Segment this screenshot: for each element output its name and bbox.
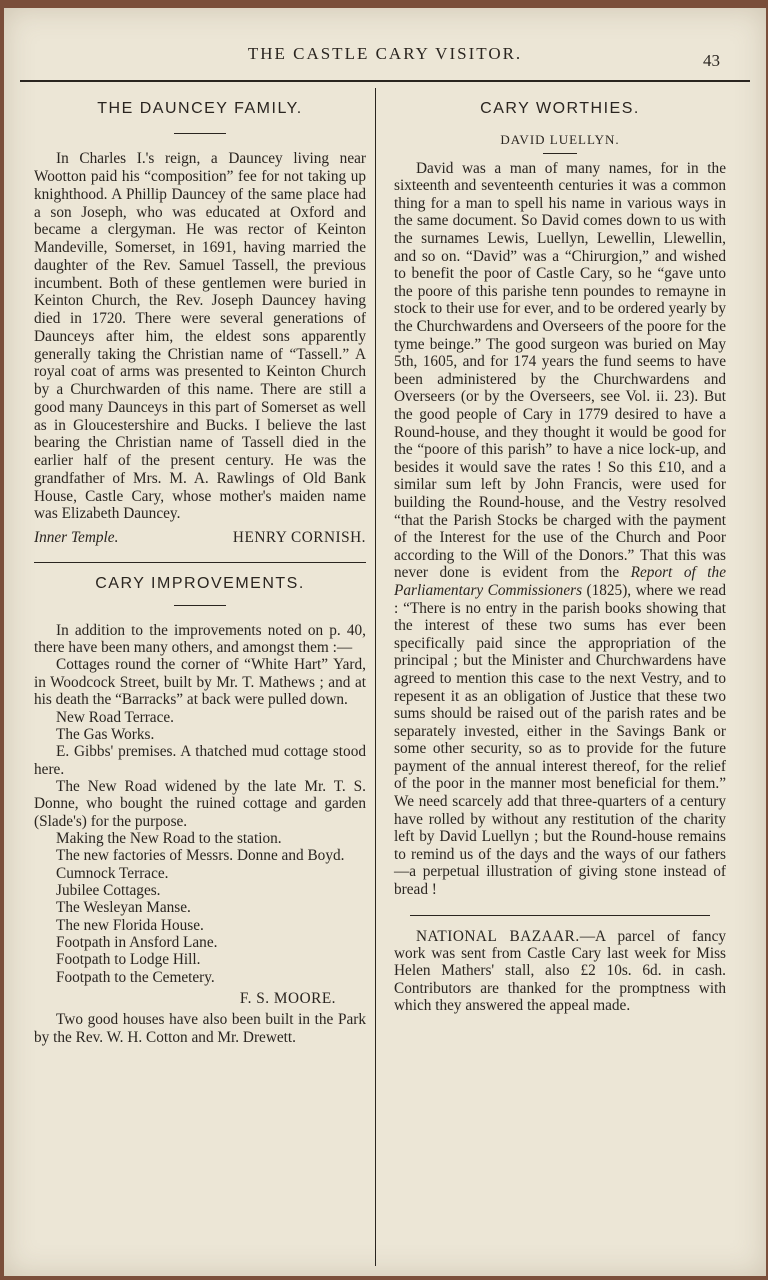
- improvement-item: Footpath to Lodge Hill.: [56, 951, 201, 969]
- column-rule: [375, 88, 376, 1266]
- worthies-heading: CARY WORTHIES.: [480, 100, 640, 117]
- header-rule: [20, 80, 750, 82]
- improvement-item: Footpath to the Cemetery.: [56, 968, 215, 986]
- worthies-body: [394, 160, 726, 899]
- worthies-body-part1: David was a man of many names, for in the sixteenth and seventeenth centuries it was a common thing for a man to spell his name in various ways in the same document. So David comes down to us with the surnames Lewis, Luellyn, Lewellin, Llewellin, and so on. “David” was a “Chirurgion,” and wished to benefit the poor of Castle Cary, so he “gave unto the poore of this parishe tenn poundes to remayne in stock to their use for ever, and to be ordered yearly by the Churchwardens and Overseers of the poore for the tyme beinge.” The good surgeon was buried on May 5th, 1605, and for 174 years the fund seems to have been administered by the Churchwardens and Overseers (or by the Overseers, see Vol. ii. 23). But the good people of Cary in 1779 desired to have a Round-house, and they thought it would be good for the “poore of this parish” to have a nice lock-up, and besides it would save the rates ! So this £10, and a similar sum left by John Francis, were used for building the Round-house, and the Vestry resolved “that the Parish Stocks be charged with the payment of the Interest for the use of the Church and Poor according to the Will of the Donors.” That this was never done is evident from the: [394, 159, 726, 582]
- dauncey-body: In Charles I.'s reign, a Dauncey living near Wootton paid his “composition” fee for not taking up knighthood. A Phillip Dauncey of the same place had a son Joseph, who was educated at Oxford and became a clergyman. He was rector of Keinton Mandeville, Somerset, in 1691, having married the daughter of the Rev. Samuel Tassell, the previous incumbent. Both of these gentlemen were buried in Keinton Church, the Rev. Joseph Dauncey having died in 1720. There were several generations of Daunceys after him, the eldest sons apparently generally taking the Christian name of “Tassell.” A royal coat of arms was presented to Keinton Church by a Churchwarden of this name. There are still a good many Daunceys in this part of Somerset as well as in Gloucestershire and Bucks. I believe the last bearing the Christian name of Tassell died in the earlier half of the present century. He was the grandfather of Mrs. M. A. Rawlings of Old Bank House, Castle Cary, whose mother's maiden name was Elizabeth Dauncey.: [34, 150, 366, 523]
- improvement-item: The New Road widened by the late Mr. T. S. Donne, who bought the ruined cottage and garden (Slade's) for the purpose.: [34, 777, 366, 830]
- improvements-signature: F. S. MOORE.: [239, 990, 336, 1007]
- bazaar-divider: [410, 915, 710, 916]
- improvements-list: [34, 656, 366, 986]
- bazaar-body: —A parcel of fancy work was sent from Castle Cary last week for Miss Helen Mathers' stall, also £2 10s. 6d. in cash. Contributors are thanked for the promptness with which they answered the appeal made.: [394, 927, 727, 1014]
- report-title: Report of the Parliamentary Commissioners: [394, 564, 726, 599]
- bazaar-notice: [394, 928, 726, 1015]
- right-column: [394, 96, 726, 1014]
- worthies-subheading: DAVID LUELLYN.: [500, 132, 620, 148]
- improvement-item: Making the New Road to the station.: [56, 829, 282, 847]
- improvements-rule: [174, 605, 226, 606]
- bazaar-lead: NATIONAL BAZAAR.: [416, 927, 580, 945]
- dauncey-signature-row: [34, 529, 366, 546]
- section-divider: [34, 562, 366, 563]
- improvements-intro: In addition to the improvements noted on p. 40, there have been many others, and amongst them :—: [34, 621, 366, 657]
- improvements-heading: CARY IMPROVEMENTS.: [95, 575, 305, 593]
- worthies-rule: [543, 153, 577, 154]
- running-head: THE CASTLE CARY VISITOR.: [247, 44, 523, 63]
- page-number: 43: [703, 51, 720, 70]
- dauncey-place: Inner Temple.: [34, 529, 119, 547]
- improvements-closing: Two good houses have also been built in the Park by the Rev. W. H. Cotton and Mr. Drewett.: [34, 1011, 366, 1046]
- dauncey-heading: THE DAUNCEY FAMILY.: [97, 100, 303, 117]
- worthies-body-part2: (1825), where we read : “There is no entry in the parish books showing that the interest of these two sums has ever been specifically paid since the appropriation of the principal ; but the Minister and Churchwardens have agreed to mention this case to the next Vestry, and to repesent it as an obligation of Justice that these two sums should be raised out of the parish rates and be separately invested, either in the Savings Bank or some other security, so as to provide for the future payment of the annual interest thereof, for the relief of the poor in the manner most beneficial for them.” We need scarcely add that three-quarters of a century have rolled by without any restitution of the charity left by David Luellyn ; but the Round-house remains to remind us of the days and the ways of our fathers—a perpetual illustration of giving stone instead of bread !: [394, 581, 727, 899]
- page: [4, 8, 766, 1276]
- improvement-item: The Gas Works.: [56, 725, 155, 743]
- dauncey-rule: [174, 133, 226, 134]
- improvement-item: E. Gibbs' premises. A thatched mud cottage stood here.: [34, 743, 366, 778]
- improvement-item: Jubilee Cottages.: [56, 881, 161, 899]
- improvement-item: New Road Terrace.: [56, 708, 174, 726]
- improvement-item: The new Florida House.: [56, 916, 204, 934]
- improvement-item: The Wesleyan Manse.: [56, 899, 191, 917]
- improvement-item: The new factories of Messrs. Donne and Boyd.: [56, 847, 345, 865]
- improvement-item: Cottages round the corner of “White Hart” Yard, in Woodcock Street, built by Mr. T. Mathews ; and at his death the “Barracks” at back were pulled down.: [34, 656, 366, 709]
- improvement-item: Footpath in Ansford Lane.: [56, 933, 218, 951]
- improvement-item: Cumnock Terrace.: [56, 864, 169, 882]
- dauncey-signature: HENRY CORNISH.: [232, 529, 366, 547]
- left-column: [34, 96, 366, 1046]
